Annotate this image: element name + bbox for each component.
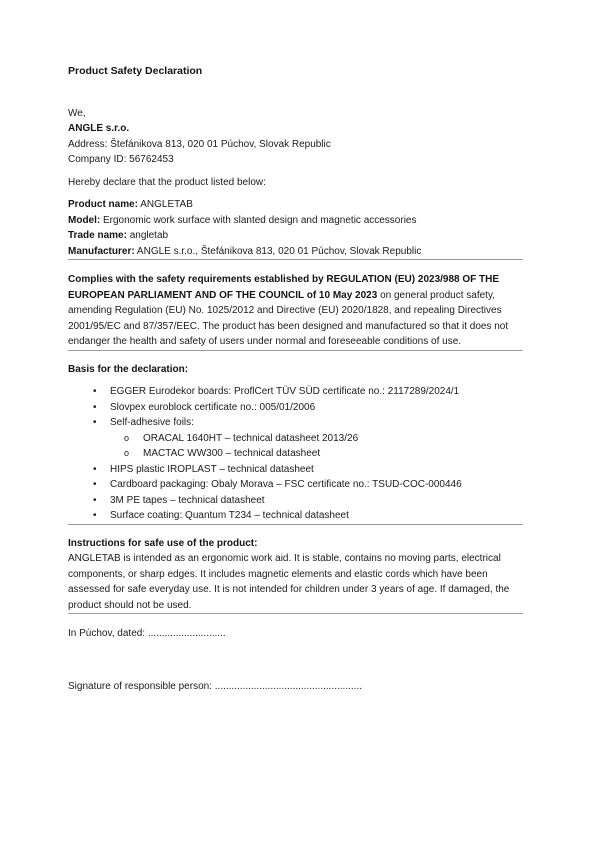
list-item-text: HIPS plastic IROPLAST – technical datasheet xyxy=(110,463,314,475)
section-divider xyxy=(68,524,523,525)
product-details xyxy=(68,197,523,259)
list-item xyxy=(68,384,523,400)
list-item xyxy=(68,508,523,524)
compliance-paragraph xyxy=(68,272,523,350)
declarant-intro: We, xyxy=(68,107,86,119)
page-title: Product Safety Declaration xyxy=(68,65,203,77)
basis-list xyxy=(68,384,523,524)
list-item-text: 3M PE tapes – technical datasheet xyxy=(110,494,265,506)
company-name: ANGLE s.r.o. xyxy=(68,123,130,134)
product-name-value: ANGLETAB xyxy=(140,199,193,210)
instructions-section xyxy=(68,536,523,614)
list-item-text: EGGER Eurodekor boards: ProflCert TÜV SÜD certificate no.: 2117289/2024/1 xyxy=(110,386,460,397)
manufacturer-label: Manufacturer: xyxy=(68,245,135,257)
declaration-statement: Hereby declare that the product listed below: xyxy=(68,176,266,188)
list-item xyxy=(68,400,523,416)
trade-name-value: angletab xyxy=(129,230,169,241)
compliance-body: on general product safety, amending Regulation (EU) No. 1025/2012 and Directive (EU) 2020/1828, and repealing Directives 2001/95/EC and 87/357/EEC. The product has been designed and manufactured so that it does not endanger the health and safety of users under normal and foreseeable conditions of use. xyxy=(68,289,509,347)
trade-name-line xyxy=(68,228,523,244)
model-value: Ergonomic work surface with slanted design and magnetic accessories xyxy=(103,214,417,226)
list-item-text: Surface coating: Quantum T234 – technical datasheet xyxy=(110,510,349,521)
company-id-line: Company ID: 56762453 xyxy=(68,154,174,165)
list-item xyxy=(68,415,523,431)
list-item xyxy=(68,477,523,493)
compliance-lead: Complies with the safety requirements established by REGULATION (EU) 2023/988 OF THE EUROPEAN PARLIAMENT AND OF THE COUNCIL of 10 May 2023 xyxy=(68,274,500,301)
list-item xyxy=(68,431,523,447)
bullet-icon: • xyxy=(93,463,97,475)
bullet-icon: • xyxy=(93,386,97,397)
bullet-icon: • xyxy=(93,417,97,428)
circle-bullet-icon: o xyxy=(124,448,130,458)
list-item-text: ORACAL 1640HT – technical datasheet 2013/26 xyxy=(143,432,359,444)
model-line xyxy=(68,213,523,229)
list-item xyxy=(68,493,523,509)
list-item-text: Slovpex euroblock certificate no.: 005/01/2006 xyxy=(110,401,316,413)
list-item xyxy=(68,446,523,462)
product-name-line xyxy=(68,197,523,213)
circle-bullet-icon: o xyxy=(124,432,130,443)
section-divider xyxy=(68,613,523,614)
list-item xyxy=(68,462,523,478)
address-line: Address: Štefánikova 813, 020 01 Púchov, Slovak Republic xyxy=(68,138,331,150)
date-line: In Púchov, dated: ............................ xyxy=(68,628,226,639)
list-item-text: Self-adhesive foils: xyxy=(110,417,194,428)
bullet-icon: • xyxy=(93,494,97,506)
signature-line: Signature of responsible person: ..................................................... xyxy=(68,680,363,692)
section-divider xyxy=(68,350,523,351)
trade-name-label: Trade name: xyxy=(68,230,127,241)
section-divider xyxy=(68,259,523,260)
product-name-label: Product name: xyxy=(68,199,139,210)
declarant-block xyxy=(68,106,523,168)
instructions-body: ANGLETAB is intended as an ergonomic work aid. It is stable, contains no moving parts, electrical components, or sharp edges. It includes magnetic elements and elastic cords which have been assessed for safe everyday use. It is not intended for children under 3 years of age. If damaged, the product should not be used. xyxy=(68,553,510,611)
basis-heading: Basis for the declaration: xyxy=(68,363,189,375)
bullet-icon: • xyxy=(93,479,97,490)
list-item-text: MACTAC WW300 – technical datasheet xyxy=(143,448,321,459)
bullet-icon: • xyxy=(93,510,97,521)
model-label: Model: xyxy=(68,214,101,226)
manufacturer-line xyxy=(68,244,523,260)
manufacturer-value: ANGLE s.r.o., Štefánikova 813, 020 01 Púchov, Slovak Republic xyxy=(136,245,422,257)
bullet-icon: • xyxy=(93,401,97,413)
list-item-text: Cardboard packaging: Obaly Morava – FSC certificate no.: TSUD-COC-000446 xyxy=(110,479,462,490)
instructions-heading: Instructions for safe use of the product: xyxy=(68,537,258,549)
